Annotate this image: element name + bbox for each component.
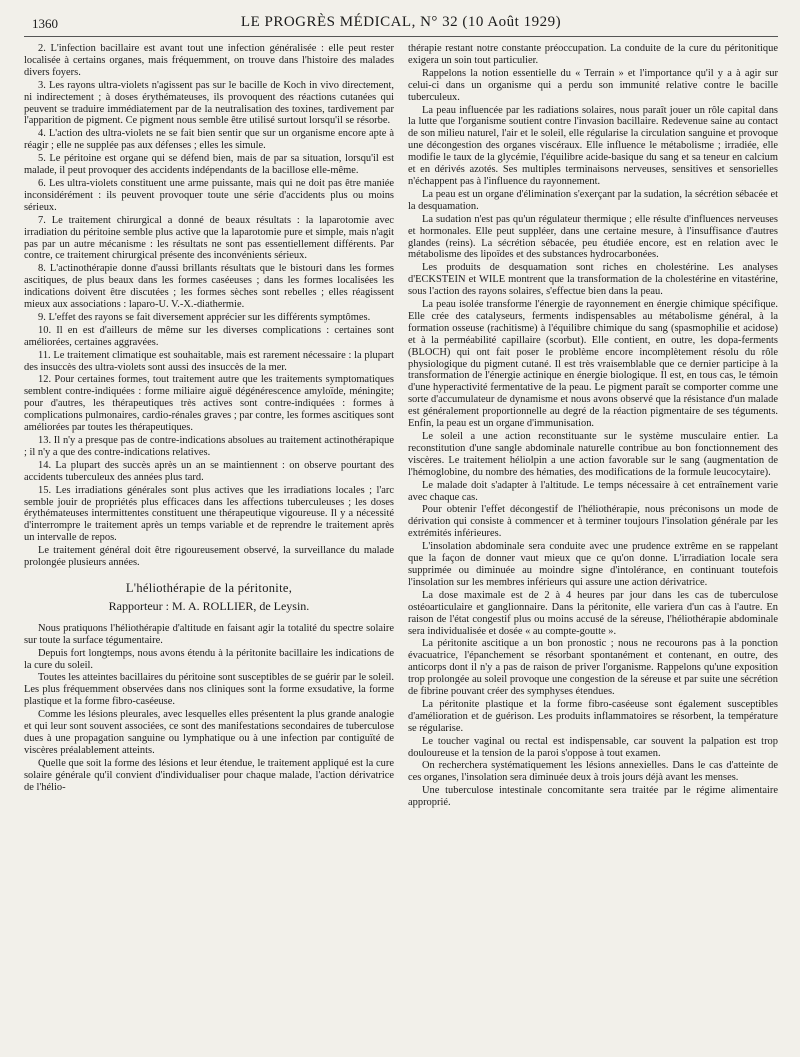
paragraph: 13. Il n'y a presque pas de contre-indications absolues au traitement actinothérapique ; il n'y a que des contre-indications relatives. xyxy=(24,435,394,458)
paragraph: La péritonite ascitique a un bon pronostic ; nous ne recourons pas à la ponction évacuatrice, l'épanchement se résorbant spontanément et contenant, en outre, des anticorps dont il n'y a pas de raison de priver l'organisme. Rappelons qu'une exposition trop prolongée au soleil provoque une congestion de la séreuse et par suite une sécrétion de fibrine pouvant créer des symphyses étendues. xyxy=(408,638,778,698)
article-body-right xyxy=(408,43,778,809)
paragraph: La péritonite plastique et la forme fibro-caséeuse sont également susceptibles d'amélioration et de guérison. Les produits inflammatoires se résorbent, la température se régularise. xyxy=(408,698,778,734)
paragraph: 8. L'actinothérapie donne d'aussi brillants résultats que le bistouri dans les formes ascitiques, de plus beaux dans les formes caséeuses ; dans les formes localisées les indications doivent être discutées ; les formes sèches sont rebelles ; elles réagissent mieux aux associations : laparo-U. V.-X.-diathermie. xyxy=(24,263,394,311)
paragraph: La peau est un organe d'élimination s'exerçant par la sudation, la sécrétion sébacée et la desquamation. xyxy=(408,188,778,212)
journal-title: LE PROGRÈS MÉDICAL, N° 32 (10 Août 1929) xyxy=(240,14,562,30)
paragraph: Comme les lésions pleurales, avec lesquelles elles présentent la plus grande analogie et qui leur sont souvent associées, ce sont des manifestations secondaires de tuberculose dues à une propagation sanguine ou lymphatique ou à une infection par contiguïté de viscères préalablement atteints. xyxy=(24,709,394,756)
paragraph: thérapie restant notre constante préoccupation. La conduite de la cure du péritonitique exigera un soin tout particulier. xyxy=(408,43,778,66)
paragraph: 11. Le traitement climatique est souhaitable, mais est rarement nécessaire : la plupart des insuccès des ultra-violets sont aussi des insuccès de la mer. xyxy=(24,349,394,373)
page-header xyxy=(24,10,778,37)
paragraph: Rappelons la notion essentielle du « Terrain » et l'importance qu'il y a à agir sur celui-ci dans un organisme qui a perdu son immunité relative contre le bacille tuberculeux. xyxy=(408,67,778,103)
section-title: L'héliothérapie de la péritonite, xyxy=(125,580,293,595)
columns xyxy=(24,43,778,810)
paragraph: 12. Pour certaines formes, tout traitement autre que les traitements symptomatiques semblent contre-indiquées : forme miliaire aiguë dégénérescence amyloïde, méningite; pour d'autres, les thérapeutiques très actives sont contre-indiquées : formes à complications pulmonaires, cardio-rénales graves ; par contre, les formes ascitiques sont améliorées par toutes les thérapeutiques. xyxy=(24,374,394,434)
paragraph: 3. Les rayons ultra-violets n'agissent pas sur le bacille de Koch in vivo directement, ni indirectement ; à doses érythémateuses, ils provoquent des réactions cutanées qui peuvent se traduire immédiatement par de la neutralisation des toxines, tardivement par l'apparition de pigment. Ce pigment nous semble être utilisé surtout lorsqu'il se résorbe. xyxy=(24,79,394,127)
paragraph: Le toucher vaginal ou rectal est indispensable, car souvent la palpation est trop douloureuse et la tension de la paroi s'oppose à tout examen. xyxy=(408,735,778,759)
paragraph: 5. Le péritoine est organe qui se défend bien, mais de par sa situation, lorsqu'il est malade, il peut provoquer des accidents indépendants de la bacillose elle-même. xyxy=(24,153,394,177)
paragraph: La peau influencée par les radiations solaires, nous paraît jouer un rôle capital dans la lutte que l'organisme soutient contre l'invasion bacillaire. Redevenue saine au contact de son milieu naturel, l'air et le soleil, elle régularise la circulation sanguine et provoque une décongestion des organes viscéraux. Elle influence le métabolisme ; irradiée, elle modifie le taux de la glycémie, l'équilibre acide-basique du sang et sa teneur en calcium et en dérivés azotés. Ses multiples terminaisons nerveuses, sensitives et sensorielles n'échappent pas à l'influence du rayonnement. xyxy=(408,104,778,187)
paragraph: L'insolation abdominale sera conduite avec une prudence extrême en se rappelant que la façon de donner vaut mieux que ce qu'on donne. L'irradiation locale sera supprimée ou diminuée au moindre signe d'intolérance, en continuant toutefois l'insolation sur les membres inférieurs qui assure une action dérivatrice. xyxy=(408,541,778,588)
paragraph: Le malade doit s'adapter à l'altitude. Le temps nécessaire à cet entraînement varie avec chaque cas. xyxy=(408,479,778,503)
paragraph: Pour obtenir l'effet décongestif de l'héliothérapie, nous préconisons un mode de dérivation qui consiste à commencer et à terminer toujours l'insolation générale par les extrémités inférieures. xyxy=(408,504,778,540)
paragraph: Les produits de desquamation sont riches en cholestérine. Les analyses d'ECKSTEIN et WILE montrent que la transformation de la cholestérine en vitastérine, sous l'action des rayons solaires, s'effectue bien dans la peau. xyxy=(408,262,778,298)
paragraph: La sudation n'est pas qu'un régulateur thermique ; elle résulte d'influences nerveuses et hormonales. Elle peut suppléer, dans une certaine mesure, à l'insuffisance d'autres glandes (reins). La sécrétion sébacée, peu étudiée encore, est en relation avec le métabolisme des lipoïdes et des substances hydrocarbonées. xyxy=(408,213,778,261)
paragraph: Une tuberculose intestinale concomitante sera traitée par le régime alimentaire approprié. xyxy=(408,785,778,809)
paragraph: 14. La plupart des succès après un an se maintiennent : on observe pourtant des accidents tuberculeux des années plus tard. xyxy=(24,459,394,483)
paragraph: 4. L'action des ultra-violets ne se fait bien sentir que sur un organisme encore apte à réagir ; elle ne supplée pas aux défenses ; elles les simule. xyxy=(24,128,394,152)
paragraph: 2. L'infection bacillaire est avant tout une infection généralisée : elle peut rester localisée à certains organes, mais fréquemment, on trouve dans l'histoire des malades divers foyers. xyxy=(24,43,394,78)
paragraph: On recherchera systématiquement les lésions annexielles. Dans le cas d'atteinte de ces organes, l'insolation sera diminuée deux à trois jours déjà avant les menses. xyxy=(408,760,778,784)
paragraph: Depuis fort longtemps, nous avons étendu à la péritonite bacillaire les indications de la cure du soleil. xyxy=(24,647,394,671)
paragraph: Le traitement général doit être rigoureusement observé, la surveillance du malade prolongée plusieurs années. xyxy=(24,545,394,569)
paragraph: Nous pratiquons l'héliothérapie d'altitude en faisant agir la totalité du spectre solaire sur toute la surface tégumentaire. xyxy=(24,622,394,646)
page-number: 1360 xyxy=(32,16,58,31)
left-column xyxy=(24,43,394,810)
paragraph: Toutes les atteintes bacillaires du péritoine sont susceptibles de se guérir par le soleil. Les plus fréquemment observées dans nos cliniques sont la forme exsudative, la forme plastique et la forme fibro-caséeuse. xyxy=(24,672,394,708)
paragraph: Quelle que soit la forme des lésions et leur étendue, le traitement appliqué est la cure solaire générale qu'il convient d'individualiser pour chaque malade, l'action dérivatrice de l'hélio- xyxy=(24,757,394,793)
paragraph: 7. Le traitement chirurgical a donné de beaux résultats : la laparotomie avec irradiation du péritoine semble plus active que la laparotomie pure et simple, mais n'agit pas par un autre mécanisme : les résultats ne sont pas essentiellement différents. Par contre, ce traitement chirurgical présente des inconvénients sérieux. xyxy=(24,214,394,262)
conclusions-list xyxy=(24,43,394,569)
paragraph: 6. Les ultra-violets constituent une arme puissante, mais qui ne doit pas être maniée inconsidérément : ils peuvent provoquer toute une série d'accidents plus ou moins sérieux. xyxy=(24,177,394,213)
paragraph: 10. Il en est d'ailleurs de même sur les diverses complications : certaines sont améliorées, certaines aggravées. xyxy=(24,324,394,348)
article-body-left xyxy=(24,623,394,794)
right-column xyxy=(408,43,778,810)
paragraph: La dose maximale est de 2 à 4 heures par jour dans les cas de tuberculose ostéoarticulaire et ganglionnaire. Dans la péritonite, elle variera d'un cas à l'autre. En raison de l'état congestif plus ou moins accusé de la séreuse, l'héliothérapie abdominale sera individualisée et dosée « au compte-goutte ». xyxy=(408,589,778,637)
paragraph: La peau isolée transforme l'énergie de rayonnement en énergie chimique spécifique. Elle crée des catalyseurs, ferments indispensables au métabolisme général, à la formation osseuse (rachitisme) à l'équilibre chimique du sang (spasmophilie et acidose) et à la perméabilité capillaire (scorbut). Elle contient, en outre, les dopa-ferments (BLOCH) qui ont fait poser le problème encore incomplètement résolu du rôle physiologique du pigment cutané. Il est très vraisemblable que ce dernier participe à la transformation de l'énergie actinique en énergie biologique. Il est, en tous cas, le témoin d'une hyperactivité fermentative de la peau. Le pigment paraît se comporter comme une sorte d'accumulateur de dynamisme et nous avons observé que la résistance d'un malade est généralement proportionnelle au degré de la réaction pigmentaire de ses téguments. Enfin, la peau est un organe d'immunisation. xyxy=(408,299,778,430)
paragraph: 15. Les irradiations générales sont plus actives que les irradiations locales ; l'arc semble jouir de propriétés plus efficaces dans les affections tuberculeuses ; les doses érythémateuses intermittentes constituent une thérapeutique vigoureuse. Il y a nécessité d'interrompre le traitement après un temps variable et de reprendre le traitement après un intervalle de repos. xyxy=(24,484,394,544)
rapporteur-line: Rapporteur : M. A. ROLLIER, de Leysin. xyxy=(108,598,310,613)
paragraph: 9. L'effet des rayons se fait diversement apprécier sur les différents symptômes. xyxy=(38,311,371,323)
paragraph: Le soleil a une action reconstituante sur le système musculaire entier. La reconstitution d'une sangle abdominale naturelle contribue au bon fonctionnement des viscères. Le traitement héliolpin a une action favorable sur le sang (augmentation de l'hémoglobine, du nombre des hématies, des modifications de la formule leucocytaire). xyxy=(408,431,778,478)
